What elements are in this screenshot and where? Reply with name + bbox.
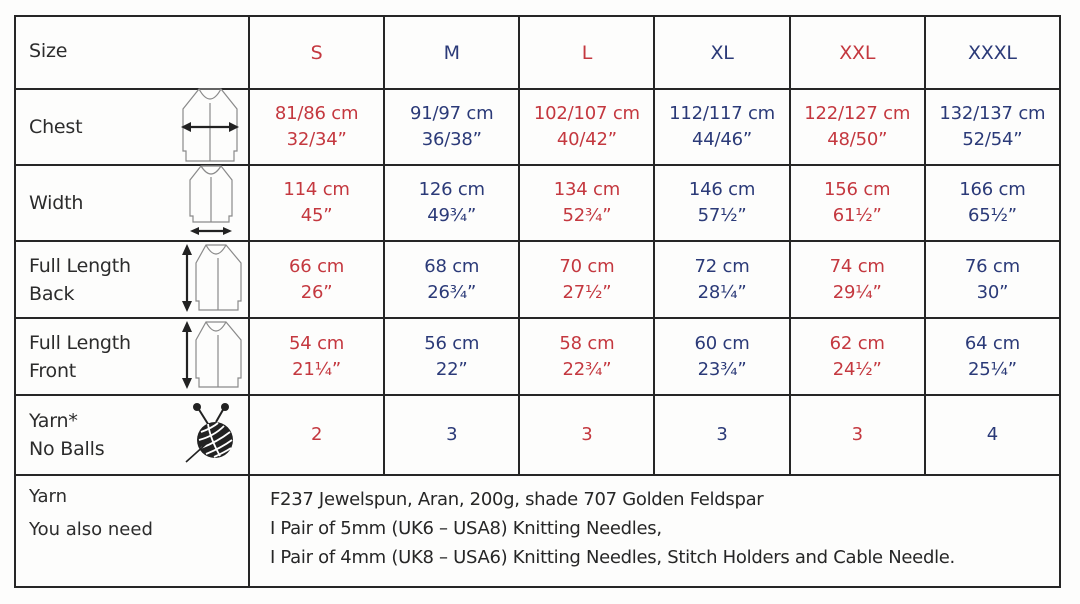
yarn-balls-s: 2 bbox=[249, 395, 384, 475]
materials-details-cell bbox=[249, 475, 1060, 587]
size-header-label: Size bbox=[29, 40, 68, 62]
cardigan-chest-arrow-icon bbox=[179, 87, 241, 167]
needles-5mm-detail: I Pair of 5mm (UK6 – USA8) Knitting Needles, bbox=[270, 518, 662, 539]
row-label-cell bbox=[15, 89, 249, 165]
row-label-line-1: Yarn* bbox=[29, 410, 78, 432]
yarn-ball-needles-icon bbox=[184, 402, 238, 468]
width-xxxl: 166 cm 65½” bbox=[925, 165, 1060, 241]
back-length-xxl: 74 cm 29¼” bbox=[790, 241, 925, 318]
chest-l: 102/107 cm 40/42” bbox=[519, 89, 654, 165]
row-label: Width bbox=[29, 192, 84, 214]
size-m: M bbox=[384, 16, 519, 89]
row-label: Chest bbox=[29, 116, 83, 138]
size-chart bbox=[14, 15, 1061, 588]
size-header-row bbox=[15, 16, 1060, 89]
front-length-xxl: 62 cm 24½” bbox=[790, 318, 925, 395]
size-table bbox=[14, 15, 1061, 588]
size-xxl: XXL bbox=[790, 16, 925, 89]
size-l: L bbox=[519, 16, 654, 89]
size-s: S bbox=[249, 16, 384, 89]
row-label-line-2: Back bbox=[29, 282, 75, 305]
yarn-label: Yarn bbox=[29, 486, 68, 507]
table-row-full-length-front bbox=[15, 318, 1060, 395]
back-length-s: 66 cm 26” bbox=[249, 241, 384, 318]
yarn-balls-xxxl: 4 bbox=[925, 395, 1060, 475]
table-row-width bbox=[15, 165, 1060, 241]
width-m: 126 cm 49¾” bbox=[384, 165, 519, 241]
front-length-xxxl: 64 cm 25¼” bbox=[925, 318, 1060, 395]
width-s: 114 cm 45” bbox=[249, 165, 384, 241]
size-xxxl: XXXL bbox=[925, 16, 1060, 89]
chest-xxl: 122/127 cm 48/50” bbox=[790, 89, 925, 165]
width-xxl: 156 cm 61½” bbox=[790, 165, 925, 241]
back-length-m: 68 cm 26¾” bbox=[384, 241, 519, 318]
size-header-label-cell bbox=[15, 16, 249, 89]
width-l: 134 cm 52¾” bbox=[519, 165, 654, 241]
cardigan-width-arrow-icon bbox=[186, 164, 236, 242]
yarn-balls-m: 3 bbox=[384, 395, 519, 475]
size-xl: XL bbox=[654, 16, 789, 89]
table-row-materials bbox=[15, 475, 1060, 587]
materials-label-cell bbox=[15, 475, 249, 587]
you-also-need-label: You also need bbox=[29, 519, 153, 540]
front-length-l: 58 cm 22¾” bbox=[519, 318, 654, 395]
needles-4mm-detail: I Pair of 4mm (UK8 – USA6) Knitting Needles, Stitch Holders and Cable Needle. bbox=[270, 547, 955, 568]
table-row-yarn-balls bbox=[15, 395, 1060, 475]
row-label-cell bbox=[15, 241, 249, 318]
chest-s: 81/86 cm 32/34” bbox=[249, 89, 384, 165]
front-length-s: 54 cm 21¼” bbox=[249, 318, 384, 395]
back-length-xl: 72 cm 28¼” bbox=[654, 241, 789, 318]
row-label-cell bbox=[15, 318, 249, 395]
chest-m: 91/97 cm 36/38” bbox=[384, 89, 519, 165]
front-length-m: 56 cm 22” bbox=[384, 318, 519, 395]
table-row-chest bbox=[15, 89, 1060, 165]
row-label-line-2: No Balls bbox=[29, 438, 105, 460]
row-label-line-1: Full Length bbox=[29, 331, 131, 354]
yarn-balls-l: 3 bbox=[519, 395, 654, 475]
row-label-cell bbox=[15, 395, 249, 475]
chest-xl: 112/117 cm 44/46” bbox=[654, 89, 789, 165]
row-label-line-1: Full Length bbox=[29, 254, 131, 277]
row-label-cell bbox=[15, 165, 249, 241]
front-length-xl: 60 cm 23¾” bbox=[654, 318, 789, 395]
back-length-l: 70 cm 27½” bbox=[519, 241, 654, 318]
yarn-detail: F237 Jewelspun, Aran, 200g, shade 707 Golden Feldspar bbox=[270, 489, 764, 510]
cardigan-length-arrow-icon bbox=[179, 243, 245, 317]
chest-xxxl: 132/137 cm 52/54” bbox=[925, 89, 1060, 165]
width-xl: 146 cm 57½” bbox=[654, 165, 789, 241]
yarn-balls-xl: 3 bbox=[654, 395, 789, 475]
table-row-full-length-back bbox=[15, 241, 1060, 318]
yarn-balls-xxl: 3 bbox=[790, 395, 925, 475]
row-label-line-2: Front bbox=[29, 359, 77, 382]
back-length-xxxl: 76 cm 30” bbox=[925, 241, 1060, 318]
cardigan-length-arrow-icon bbox=[179, 320, 245, 394]
